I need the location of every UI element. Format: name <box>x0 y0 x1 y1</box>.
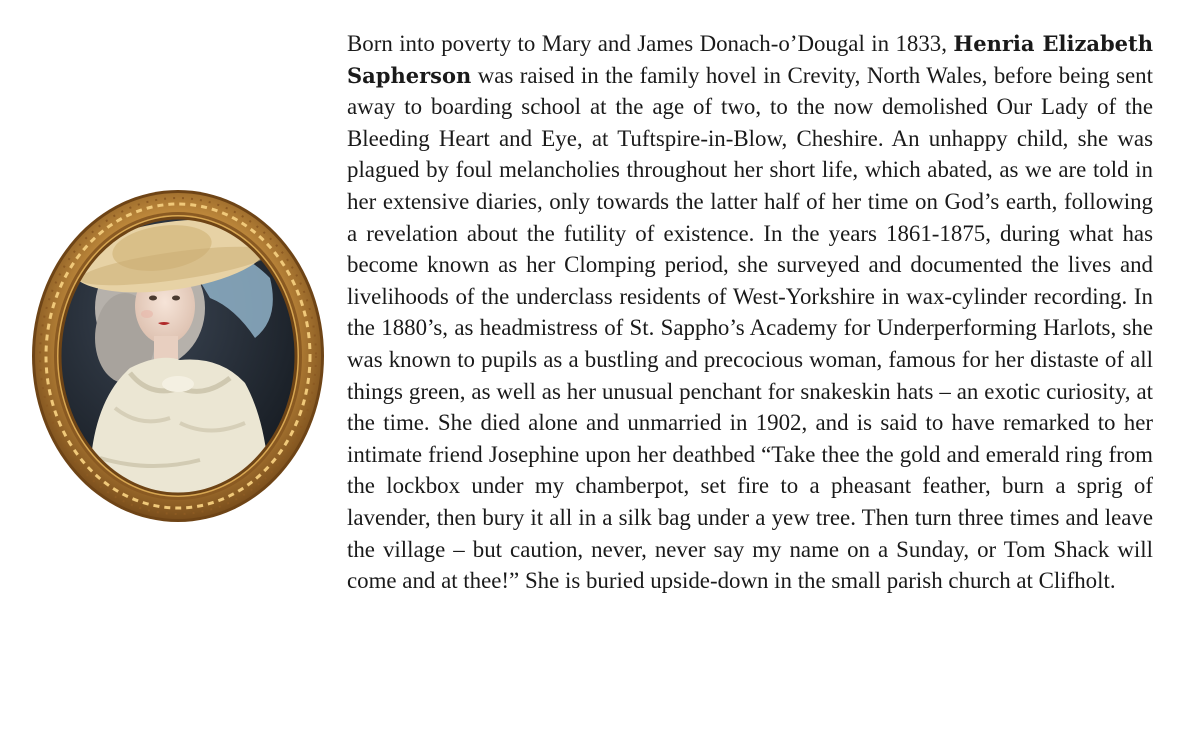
bio-body: was raised in the family hovel in Crevity, North Wales, before being sent away to boarding school at the age of two, to the now demolished Our Lady of the Bleeding Heart and Eye, at Tuftspire-in-Blow, Cheshire. An unhappy child, she was plagued by foul melancholies throughout her short life, which abated, as we are told in her extensive diaries, only towards the latter half of her time on God’s earth, following a revelation about the futility of existence. In the years 1861-1875, during what has become known as her Clomping period, she surveyed and documented the lives and livelihoods of the underclass residents of West-Yorkshire in wax-cylinder recording. In the 1880’s, as headmistress of St. Sappho’s Academy for Underperforming Harlots, she was known to pupils as a bustling and precocious woman, famous for her distaste of all things green, as well as her unusual penchant for snakeskin hats – an exotic curiosity, at the time. She died alone and unmarried in 1902, and is said to have remarked to her intimate friend Josephine upon her deathbed “Take thee the gold and emerald ring from the lockbox under my chamberpot, set fire to a pheasant feather, burn a sprig of lavender, then bury it all in a silk bag under a yew tree. Then turn three times and leave the village – but caution, never, never say my name on a Sunday, or Tom Shack will come and at thee!” She is buried upside-down in the small parish church at Clifholt. <box>347 62 1153 594</box>
bio-intro: Born into poverty to Mary and James Donach-o’Dougal in 1833, <box>347 31 954 56</box>
biography-paragraph <box>347 28 1153 597</box>
framed-oval-portrait-icon <box>30 188 326 524</box>
bio-name: Henria Elizabeth Sapherson <box>347 31 1153 88</box>
